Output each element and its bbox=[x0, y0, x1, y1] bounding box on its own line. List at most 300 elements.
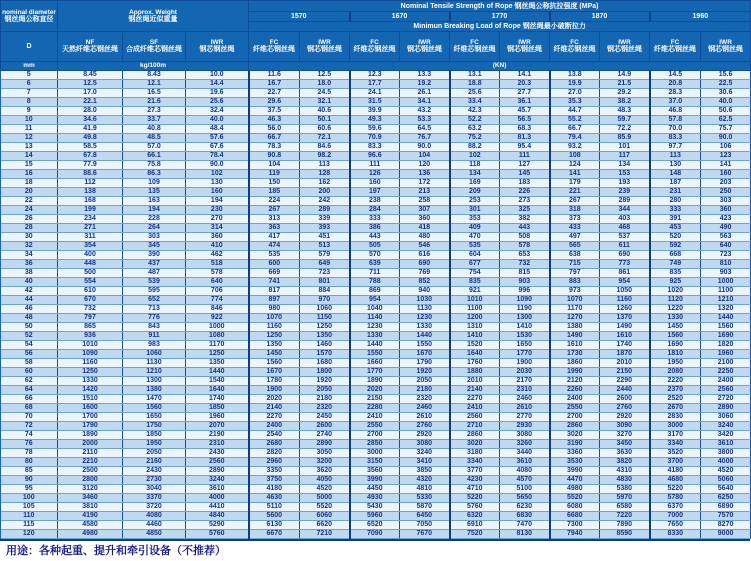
value-cell: 1900 bbox=[249, 386, 300, 395]
value-cell: 4470 bbox=[550, 476, 600, 485]
value-cell: 1770 bbox=[500, 350, 550, 359]
value-cell: 3020 bbox=[550, 431, 600, 440]
value-cell: 98.2 bbox=[300, 152, 350, 161]
diameter-cell: 34 bbox=[1, 251, 58, 260]
unit-mm: mm bbox=[1, 62, 58, 71]
value-cell: 1730 bbox=[550, 350, 600, 359]
value-cell: 2430 bbox=[186, 449, 249, 458]
value-cell: 2150 bbox=[350, 395, 400, 404]
core-col-header-1670-iwr: IWR 钢芯钢丝绳 bbox=[400, 32, 450, 62]
diameter-cell: 15 bbox=[1, 161, 58, 170]
value-cell: 903 bbox=[701, 269, 751, 278]
value-cell: 13.8 bbox=[550, 71, 600, 80]
diameter-cell: 68 bbox=[1, 404, 58, 413]
value-cell: 50.6 bbox=[701, 107, 751, 116]
value-cell: 325 bbox=[500, 206, 550, 215]
value-cell: 2070 bbox=[186, 422, 249, 431]
value-cell: 1200 bbox=[450, 314, 500, 323]
value-cell: 1810 bbox=[650, 350, 701, 359]
value-cell: 1450 bbox=[650, 323, 701, 332]
value-cell: 2680 bbox=[249, 440, 300, 449]
value-cell: 102 bbox=[186, 170, 249, 179]
value-cell: 1440 bbox=[701, 314, 751, 323]
value-cell: 4570 bbox=[500, 476, 550, 485]
value-cell: 1850 bbox=[186, 404, 249, 413]
value-cell: 33.4 bbox=[450, 98, 500, 107]
diameter-cell: 76 bbox=[1, 440, 58, 449]
value-cell: 363 bbox=[249, 224, 300, 233]
value-cell: 1060 bbox=[123, 350, 186, 359]
value-cell: 1740 bbox=[186, 395, 249, 404]
value-cell: 7520 bbox=[450, 530, 500, 539]
unit-kg-100m: kg/100m bbox=[58, 62, 249, 71]
value-cell: 2270 bbox=[450, 395, 500, 404]
value-cell: 776 bbox=[123, 314, 186, 323]
value-cell: 2290 bbox=[600, 377, 650, 386]
value-cell: 921 bbox=[450, 287, 500, 296]
value-cell: 81.3 bbox=[500, 134, 550, 143]
value-cell: 40.6 bbox=[300, 107, 350, 116]
value-cell: 1130 bbox=[123, 359, 186, 368]
value-cell: 2960 bbox=[249, 458, 300, 467]
value-cell: 410 bbox=[186, 242, 249, 251]
value-cell: 537 bbox=[600, 233, 650, 242]
value-cell: 810 bbox=[701, 260, 751, 269]
value-cell: 2310 bbox=[500, 386, 550, 395]
value-cell: 2830 bbox=[650, 413, 701, 422]
nominal-diameter-en: nominal diameter bbox=[2, 8, 56, 16]
value-cell: 17.0 bbox=[58, 89, 123, 98]
diameter-cell: 72 bbox=[1, 422, 58, 431]
value-cell: 258 bbox=[400, 197, 450, 206]
value-cell: 3440 bbox=[500, 449, 550, 458]
value-cell: 1650 bbox=[500, 341, 550, 350]
value-cell: 7650 bbox=[650, 521, 701, 530]
value-cell: 732 bbox=[500, 260, 550, 269]
table-row bbox=[1, 350, 751, 359]
value-cell: 2170 bbox=[500, 377, 550, 386]
value-cell: 500 bbox=[58, 269, 123, 278]
value-cell: 539 bbox=[123, 278, 186, 287]
value-cell: 604 bbox=[450, 251, 500, 260]
value-cell: 652 bbox=[123, 296, 186, 305]
diameter-cell: 64 bbox=[1, 386, 58, 395]
table-body bbox=[1, 71, 751, 539]
table-row bbox=[1, 485, 751, 494]
value-cell: 67.8 bbox=[58, 152, 123, 161]
value-cell: 76.7 bbox=[400, 134, 450, 143]
value-cell: 1380 bbox=[550, 323, 600, 332]
value-cell: 911 bbox=[123, 332, 186, 341]
value-cell: 333 bbox=[650, 206, 701, 215]
value-cell: 5430 bbox=[350, 503, 400, 512]
core-col-header-1960-iwr: IWR 钢芯钢丝绳 bbox=[701, 32, 751, 62]
value-cell: 1560 bbox=[701, 323, 751, 332]
value-cell: 2160 bbox=[123, 458, 186, 467]
value-cell: 749 bbox=[650, 260, 701, 269]
value-cell: 578 bbox=[186, 269, 249, 278]
value-cell: 448 bbox=[58, 260, 123, 269]
diameter-cell: 115 bbox=[1, 521, 58, 530]
value-cell: 3530 bbox=[550, 458, 600, 467]
value-cell: 1600 bbox=[58, 404, 123, 413]
diameter-cell: 85 bbox=[1, 467, 58, 476]
value-cell: 713 bbox=[123, 305, 186, 314]
value-cell: 505 bbox=[350, 242, 400, 251]
value-cell: 6580 bbox=[600, 503, 650, 512]
value-cell: 52.2 bbox=[450, 116, 500, 125]
table-row bbox=[1, 215, 751, 224]
value-cell: 2670 bbox=[650, 404, 701, 413]
value-cell: 817 bbox=[249, 287, 300, 296]
diameter-cell: 32 bbox=[1, 242, 58, 251]
value-cell: 1370 bbox=[600, 314, 650, 323]
diameter-cell: 90 bbox=[1, 476, 58, 485]
value-cell: 1270 bbox=[550, 314, 600, 323]
value-cell: 1880 bbox=[450, 368, 500, 377]
value-cell: 563 bbox=[701, 233, 751, 242]
value-cell: 2560 bbox=[186, 458, 249, 467]
value-cell: 2140 bbox=[450, 386, 500, 395]
strength-grade-1670: 1670 bbox=[350, 12, 450, 22]
value-cell: 2120 bbox=[550, 377, 600, 386]
value-cell: 3410 bbox=[400, 458, 450, 467]
table-header bbox=[1, 1, 751, 71]
value-cell: 77.9 bbox=[58, 161, 123, 170]
value-cell: 2860 bbox=[450, 431, 500, 440]
value-cell: 4630 bbox=[249, 494, 300, 503]
value-cell: 1690 bbox=[701, 332, 751, 341]
value-cell: 570 bbox=[350, 251, 400, 260]
value-cell: 5290 bbox=[186, 521, 249, 530]
tensile-strength-title bbox=[249, 1, 751, 12]
value-cell: 19.2 bbox=[400, 80, 450, 89]
value-cell: 19.6 bbox=[186, 89, 249, 98]
value-cell: 2920 bbox=[600, 413, 650, 422]
diameter-cell: 100 bbox=[1, 494, 58, 503]
value-cell: 4450 bbox=[350, 485, 400, 494]
value-cell: 640 bbox=[701, 242, 751, 251]
value-cell: 22.1 bbox=[58, 98, 123, 107]
value-cell: 75.8 bbox=[123, 161, 186, 170]
value-cell: 2600 bbox=[300, 422, 350, 431]
diameter-cell: 60 bbox=[1, 368, 58, 377]
value-cell: 954 bbox=[600, 278, 650, 287]
value-cell: 1330 bbox=[58, 377, 123, 386]
value-cell: 97.7 bbox=[650, 143, 701, 152]
value-cell: 303 bbox=[701, 197, 751, 206]
d-column-header bbox=[1, 32, 58, 62]
value-cell: 922 bbox=[186, 314, 249, 323]
value-cell: 418 bbox=[400, 224, 450, 233]
value-cell: 861 bbox=[600, 269, 650, 278]
diameter-cell: 26 bbox=[1, 215, 58, 224]
value-cell: 4190 bbox=[58, 512, 123, 521]
value-cell: 1310 bbox=[450, 323, 500, 332]
value-cell: 595 bbox=[123, 287, 186, 296]
value-cell: 865 bbox=[58, 323, 123, 332]
value-cell: 653 bbox=[500, 251, 550, 260]
table-row bbox=[1, 404, 751, 413]
value-cell: 4310 bbox=[600, 467, 650, 476]
value-cell: 382 bbox=[500, 215, 550, 224]
value-cell: 3810 bbox=[58, 503, 123, 512]
value-cell: 313 bbox=[249, 215, 300, 224]
value-cell: 611 bbox=[600, 242, 650, 251]
value-cell: 1140 bbox=[350, 314, 400, 323]
value-cell: 2020 bbox=[350, 386, 400, 395]
value-cell: 16.7 bbox=[249, 80, 300, 89]
value-cell: 973 bbox=[550, 287, 600, 296]
value-cell: 36.1 bbox=[500, 98, 550, 107]
value-cell: 715 bbox=[550, 260, 600, 269]
value-cell: 2400 bbox=[701, 377, 751, 386]
value-cell: 3610 bbox=[500, 458, 550, 467]
value-cell: 5760 bbox=[450, 503, 500, 512]
value-cell: 846 bbox=[186, 305, 249, 314]
table-row bbox=[1, 251, 751, 260]
value-cell: 518 bbox=[186, 260, 249, 269]
value-cell: 1080 bbox=[186, 332, 249, 341]
value-cell: 111 bbox=[500, 152, 550, 161]
table-row bbox=[1, 116, 751, 125]
value-cell: 40.0 bbox=[186, 116, 249, 125]
value-cell: 5000 bbox=[300, 494, 350, 503]
value-cell: 3620 bbox=[300, 467, 350, 476]
table-row bbox=[1, 305, 751, 314]
value-cell: 773 bbox=[600, 260, 650, 269]
value-cell: 1320 bbox=[701, 305, 751, 314]
value-cell: 600 bbox=[249, 260, 300, 269]
value-cell: 34.1 bbox=[400, 98, 450, 107]
value-cell: 1550 bbox=[350, 350, 400, 359]
value-cell: 4980 bbox=[58, 530, 123, 539]
value-cell: 25.6 bbox=[450, 89, 500, 98]
value-cell: 1440 bbox=[350, 341, 400, 350]
value-cell: 1920 bbox=[300, 377, 350, 386]
value-cell: 1470 bbox=[123, 395, 186, 404]
value-cell: 2400 bbox=[550, 395, 600, 404]
value-cell: 2180 bbox=[400, 386, 450, 395]
value-cell: 138 bbox=[58, 188, 123, 197]
value-cell: 6910 bbox=[450, 521, 500, 530]
value-cell: 3060 bbox=[701, 413, 751, 422]
value-cell: 172 bbox=[400, 179, 450, 188]
nominal-diameter-header bbox=[1, 1, 58, 32]
value-cell: 1610 bbox=[550, 341, 600, 350]
value-cell: 980 bbox=[249, 305, 300, 314]
value-cell: 12.5 bbox=[58, 80, 123, 89]
value-cell: 160 bbox=[350, 179, 400, 188]
value-cell: 55.2 bbox=[550, 116, 600, 125]
value-cell: 42.3 bbox=[450, 107, 500, 116]
table-row bbox=[1, 386, 751, 395]
diameter-cell: 62 bbox=[1, 377, 58, 386]
value-cell: 45.7 bbox=[500, 107, 550, 116]
value-cell: 1800 bbox=[300, 368, 350, 377]
value-cell: 113 bbox=[650, 152, 701, 161]
value-cell: 1750 bbox=[123, 422, 186, 431]
value-cell: 46.3 bbox=[249, 116, 300, 125]
value-cell: 123 bbox=[701, 152, 751, 161]
table-row bbox=[1, 359, 751, 368]
value-cell: 2720 bbox=[701, 395, 751, 404]
value-cell: 27.3 bbox=[123, 107, 186, 116]
value-cell: 437 bbox=[123, 260, 186, 269]
table-row bbox=[1, 170, 751, 179]
value-cell: 1670 bbox=[400, 350, 450, 359]
value-cell: 197 bbox=[350, 188, 400, 197]
value-cell: 250 bbox=[701, 188, 751, 197]
value-cell: 7300 bbox=[550, 521, 600, 530]
value-cell: 29.2 bbox=[600, 89, 650, 98]
value-cell: 303 bbox=[123, 233, 186, 242]
value-cell: 62.5 bbox=[701, 116, 751, 125]
value-cell: 3020 bbox=[450, 440, 500, 449]
value-cell: 5970 bbox=[600, 494, 650, 503]
diameter-cell: 11 bbox=[1, 125, 58, 134]
value-cell: 393 bbox=[300, 224, 350, 233]
value-cell: 2710 bbox=[450, 422, 500, 431]
value-cell: 1230 bbox=[350, 323, 400, 332]
value-cell: 31.5 bbox=[350, 98, 400, 107]
value-cell: 141 bbox=[550, 170, 600, 179]
value-cell: 1610 bbox=[600, 332, 650, 341]
value-cell: 2800 bbox=[58, 476, 123, 485]
value-cell: 58.5 bbox=[58, 143, 123, 152]
value-cell: 936 bbox=[58, 332, 123, 341]
value-cell: 390 bbox=[123, 251, 186, 260]
value-cell: 48.3 bbox=[600, 107, 650, 116]
table-row bbox=[1, 413, 751, 422]
value-cell: 56.0 bbox=[249, 125, 300, 134]
value-cell: 3040 bbox=[123, 485, 186, 494]
value-cell: 3700 bbox=[650, 458, 701, 467]
value-cell: 579 bbox=[300, 251, 350, 260]
value-cell: 5960 bbox=[350, 512, 400, 521]
weight-col-header-nf: NF 天然纤维芯钢丝绳 bbox=[58, 32, 123, 62]
value-cell: 108 bbox=[550, 152, 600, 161]
nominal-diameter-zh: 钢丝绳公称直径 bbox=[4, 15, 54, 23]
value-cell: 1860 bbox=[550, 359, 600, 368]
value-cell: 2890 bbox=[701, 404, 751, 413]
value-cell: 409 bbox=[450, 224, 500, 233]
table-row bbox=[1, 107, 751, 116]
core-col-header-1960-fc: FC 纤维芯钢丝绳 bbox=[650, 32, 701, 62]
value-cell: 638 bbox=[550, 251, 600, 260]
value-cell: 1220 bbox=[650, 305, 701, 314]
value-cell: 4180 bbox=[650, 467, 701, 476]
strength-grade-1960: 1960 bbox=[650, 12, 751, 22]
value-cell: 134 bbox=[450, 170, 500, 179]
table-row bbox=[1, 395, 751, 404]
value-cell: 2560 bbox=[701, 386, 751, 395]
value-cell: 8.45 bbox=[58, 71, 123, 80]
value-cell: 1020 bbox=[650, 287, 701, 296]
value-cell: 6670 bbox=[249, 530, 300, 539]
value-cell: 253 bbox=[450, 197, 500, 206]
value-cell: 897 bbox=[249, 296, 300, 305]
diameter-cell: 78 bbox=[1, 449, 58, 458]
value-cell: 690 bbox=[600, 251, 650, 260]
diameter-cell: 70 bbox=[1, 413, 58, 422]
value-cell: 1070 bbox=[550, 296, 600, 305]
value-cell: 148 bbox=[650, 170, 701, 179]
value-cell: 2520 bbox=[650, 395, 701, 404]
breaking-load-title-text: Minimun Breaking Load of Rope 钢丝绳最小破断拉力 bbox=[413, 23, 586, 30]
value-cell: 21.6 bbox=[123, 98, 186, 107]
diameter-cell: 28 bbox=[1, 224, 58, 233]
value-cell: 7570 bbox=[701, 512, 751, 521]
value-cell: 101 bbox=[600, 143, 650, 152]
table-row bbox=[1, 188, 751, 197]
value-cell: 44.7 bbox=[550, 107, 600, 116]
value-cell: 1260 bbox=[600, 305, 650, 314]
value-cell: 1250 bbox=[186, 350, 249, 359]
value-cell: 1040 bbox=[350, 305, 400, 314]
value-cell: 4980 bbox=[550, 485, 600, 494]
value-cell: 2700 bbox=[550, 413, 600, 422]
value-cell: 59.7 bbox=[600, 116, 650, 125]
value-cell: 6620 bbox=[300, 521, 350, 530]
value-cell: 5110 bbox=[249, 503, 300, 512]
value-cell: 1250 bbox=[249, 332, 300, 341]
value-cell: 3370 bbox=[123, 494, 186, 503]
table-row bbox=[1, 233, 751, 242]
value-cell: 1100 bbox=[701, 287, 751, 296]
value-cell: 153 bbox=[600, 170, 650, 179]
value-cell: 49.3 bbox=[350, 116, 400, 125]
diameter-cell: 48 bbox=[1, 314, 58, 323]
value-cell: 3150 bbox=[350, 458, 400, 467]
value-cell: 470 bbox=[450, 233, 500, 242]
value-cell: 40.8 bbox=[123, 125, 186, 134]
value-cell: 17.7 bbox=[350, 80, 400, 89]
value-cell: 2560 bbox=[450, 413, 500, 422]
value-cell: 1160 bbox=[600, 296, 650, 305]
value-cell: 2410 bbox=[450, 404, 500, 413]
value-cell: 6250 bbox=[701, 494, 751, 503]
value-cell: 6680 bbox=[550, 512, 600, 521]
value-cell: 4080 bbox=[500, 467, 550, 476]
value-cell: 1440 bbox=[400, 332, 450, 341]
value-cell: 1960 bbox=[701, 350, 751, 359]
value-cell: 29.6 bbox=[249, 98, 300, 107]
diameter-cell: 6 bbox=[1, 80, 58, 89]
value-cell: 2930 bbox=[500, 422, 550, 431]
value-cell: 28.0 bbox=[58, 107, 123, 116]
value-cell: 1250 bbox=[300, 323, 350, 332]
value-cell: 4460 bbox=[123, 521, 186, 530]
value-cell: 318 bbox=[550, 206, 600, 215]
table-row bbox=[1, 512, 751, 521]
value-cell: 6060 bbox=[300, 512, 350, 521]
value-cell: 391 bbox=[650, 215, 701, 224]
value-cell: 970 bbox=[300, 296, 350, 305]
value-cell: 1900 bbox=[500, 359, 550, 368]
value-cell: 311 bbox=[58, 233, 123, 242]
value-cell: 15.6 bbox=[701, 71, 751, 80]
value-cell: 3190 bbox=[550, 440, 600, 449]
diameter-cell: 44 bbox=[1, 296, 58, 305]
value-cell: 14.4 bbox=[186, 80, 249, 89]
value-cell: 12.1 bbox=[123, 80, 186, 89]
value-cell: 2210 bbox=[58, 458, 123, 467]
value-cell: 345 bbox=[123, 242, 186, 251]
value-cell: 60.6 bbox=[300, 125, 350, 134]
value-cell: 1000 bbox=[186, 323, 249, 332]
value-cell: 203 bbox=[701, 179, 751, 188]
